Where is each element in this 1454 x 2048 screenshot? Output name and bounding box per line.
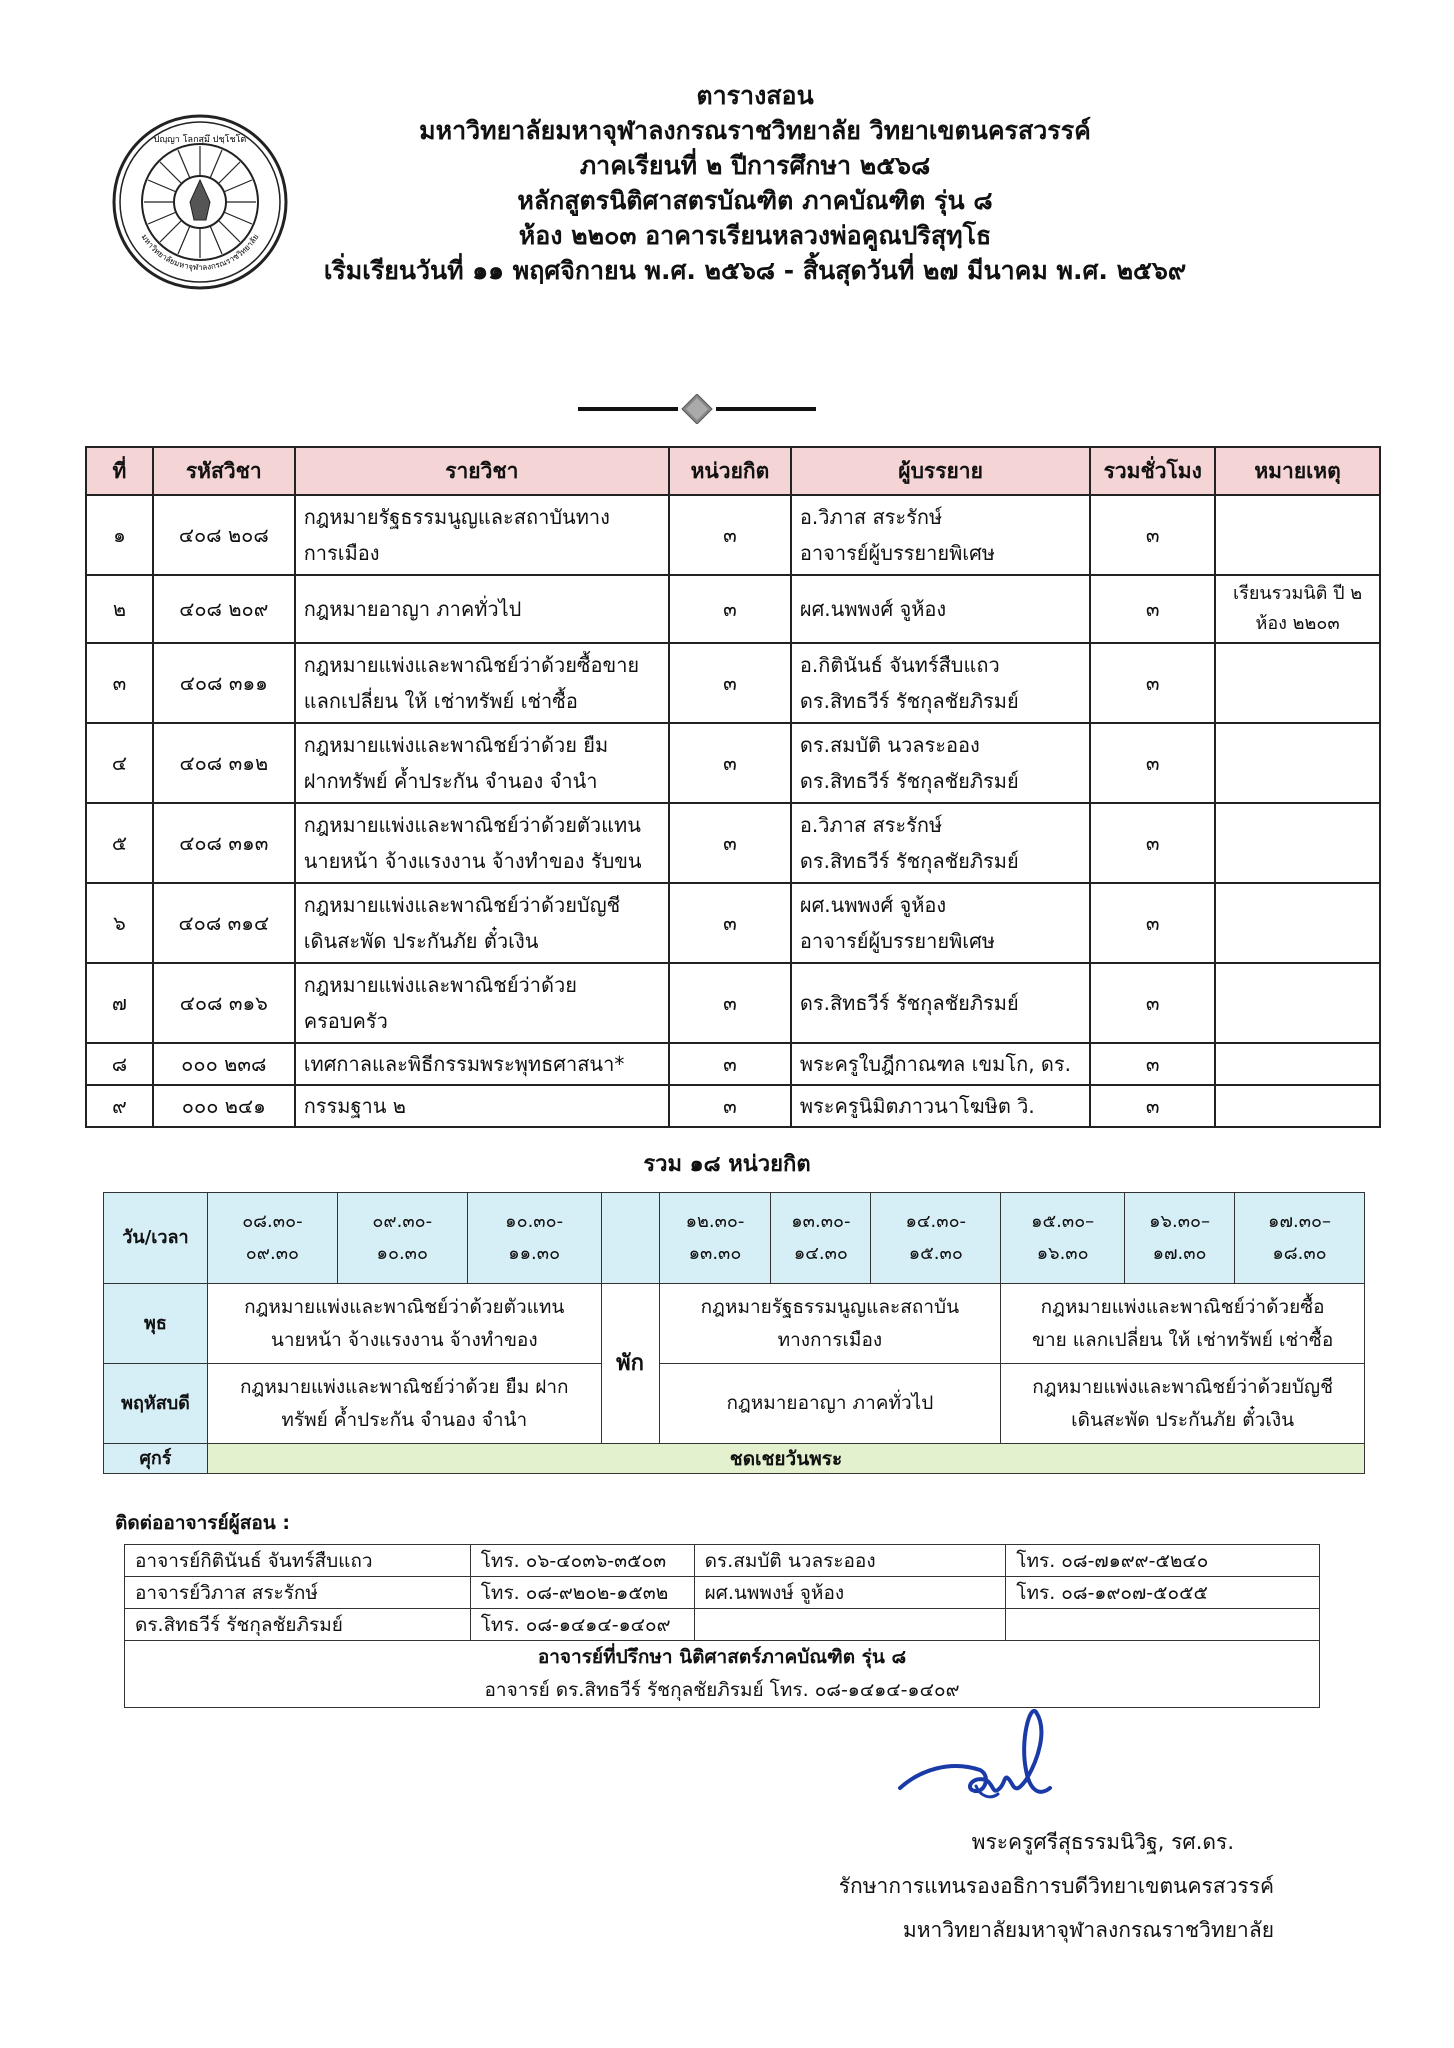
course-hours: ๓	[1090, 883, 1215, 963]
contact-name: ดร.สิทธวีร์ รัชกุลชัยภิรมย์	[125, 1609, 471, 1641]
seal-text-bottom: มหาวิทยาลัยมหาจุฬาลงกรณราชวิทยาลัย	[139, 232, 261, 273]
program-line: หลักสูตรนิติศาสตรบัณฑิต ภาคบัณฑิต รุ่น ๘	[517, 186, 993, 215]
table-row	[86, 1085, 1380, 1127]
table-row	[86, 1043, 1380, 1085]
class-block: ชดเชยวันพระ	[207, 1444, 1364, 1474]
time-slot: ๑๗.๓๐– ๑๘.๓๐	[1235, 1193, 1365, 1284]
course-credit: ๓	[669, 723, 791, 803]
table-row	[86, 963, 1380, 1043]
course-credit: ๓	[669, 643, 791, 723]
course-note	[1215, 963, 1380, 1043]
table-row	[86, 723, 1380, 803]
schedule-row-friday	[104, 1444, 1365, 1474]
contact-phone	[1006, 1609, 1320, 1641]
course-name: กฎหมายแพ่งและพาณิชย์ว่าด้วย ยืม ฝากทรัพย์ ค้ำประกัน จำนอง จำนำ	[295, 723, 669, 803]
course-lecturer: ผศ.นพพงศ์ จูห้อง	[791, 575, 1090, 643]
day-label: พุธ	[104, 1284, 208, 1364]
course-name: กฎหมายรัฐธรรมนูญและสถาบันทาง การเมือง	[295, 495, 669, 575]
course-credit: ๓	[669, 575, 791, 643]
course-lecturer: ดร.สมบัติ นวลระออง ดร.สิทธวีร์ รัชกุลชัยภิรมย์	[791, 723, 1090, 803]
course-credit: ๓	[669, 1043, 791, 1085]
class-block: กฎหมายแพ่งและพาณิชย์ว่าด้วยซื้อ ขาย แลกเปลี่ยน ให้ เช่าทรัพย์ เช่าซื้อ	[1001, 1284, 1365, 1364]
class-block: กฎหมายแพ่งและพาณิชย์ว่าด้วยบัญชี เดินสะพัด ประกันภัย ตั๋วเงิน	[1001, 1364, 1365, 1444]
course-no: ๑	[86, 495, 153, 575]
course-hours: ๓	[1090, 723, 1215, 803]
course-code: ๔๐๘ ๓๑๒	[153, 723, 295, 803]
document-header	[230, 78, 1280, 288]
course-name: กรรมฐาน ๒	[295, 1085, 669, 1127]
course-note	[1215, 495, 1380, 575]
contact-name: ผศ.นพพงษ์ จูห้อง	[694, 1577, 1006, 1609]
header-divider	[578, 394, 816, 424]
course-note	[1215, 803, 1380, 883]
table-row	[125, 1609, 1320, 1641]
course-note: เรียนรวมนิติ ปี ๒ ห้อง ๒๒๐๓	[1215, 575, 1380, 643]
contact-name	[694, 1609, 1006, 1641]
corner-label: วัน/เวลา	[104, 1193, 208, 1284]
col-hours: รวมชั่วโมง	[1090, 447, 1215, 495]
course-credit: ๓	[669, 963, 791, 1043]
contact-name: อาจารย์กิตินันธ์ จันทร์สืบแถว	[125, 1545, 471, 1577]
contact-phone: โทร. ๐๘-๑๙๐๗-๕๐๕๕	[1006, 1577, 1320, 1609]
advisor-row	[125, 1641, 1320, 1708]
course-code: ๐๐๐ ๒๓๘	[153, 1043, 295, 1085]
university-name: มหาวิทยาลัยมหาจุฬาลงกรณราชวิทยาลัย วิทยาเขตนครสวรรค์	[419, 116, 1091, 145]
course-lecturer: ผศ.นพพงศ์ จูห้อง อาจารย์ผู้บรรยายพิเศษ	[791, 883, 1090, 963]
course-credit: ๓	[669, 495, 791, 575]
advisor-info: อาจารย์ ดร.สิทธวีร์ รัชกุลชัยภิรมย์ โทร. ๐๘-๑๔๑๔-๑๔๐๙	[484, 1679, 960, 1701]
advisor-title: อาจารย์ที่ปรึกษา นิติศาสตร์ภาคบัณฑิต รุ่น ๘	[537, 1646, 907, 1668]
course-hours: ๓	[1090, 495, 1215, 575]
time-slot-break	[601, 1193, 659, 1284]
contact-name: อาจารย์วิภาส สระรักษ์	[125, 1577, 471, 1609]
class-block: กฎหมายอาญา ภาคทั่วไป	[659, 1364, 1001, 1444]
course-no: ๘	[86, 1043, 153, 1085]
day-label: ศุกร์	[104, 1444, 208, 1474]
course-no: ๙	[86, 1085, 153, 1127]
col-name: รายวิชา	[295, 447, 669, 495]
class-block: กฎหมายแพ่งและพาณิชย์ว่าด้วย ยืม ฝาก ทรัพย์ ค้ำประกัน จำนอง จำนำ	[207, 1364, 601, 1444]
col-code: รหัสวิชา	[153, 447, 295, 495]
contacts-table	[124, 1544, 1320, 1708]
course-name: กฎหมายแพ่งและพาณิชย์ว่าด้วย ครอบครัว	[295, 963, 669, 1043]
time-slot: ๑๓.๓๐- ๑๔.๓๐	[771, 1193, 871, 1284]
table-row	[86, 803, 1380, 883]
course-code: ๔๐๘ ๓๑๔	[153, 883, 295, 963]
course-credit: ๓	[669, 803, 791, 883]
course-name: เทศกาลและพิธีกรรมพระพุทธศาสนา*	[295, 1043, 669, 1085]
signer-position: รักษาการแทนรองอธิการบดีวิทยาเขตนครสวรรค์	[838, 1874, 1274, 1898]
table-row	[86, 575, 1380, 643]
course-credit: ๓	[669, 883, 791, 963]
semester-line: ภาคเรียนที่ ๒ ปีการศึกษา ๒๕๖๘	[579, 151, 931, 180]
time-slot: ๑๖.๓๐– ๑๗.๓๐	[1125, 1193, 1235, 1284]
time-slot: ๐๙.๓๐- ๑๐.๓๐	[337, 1193, 467, 1284]
course-name: กฎหมายอาญา ภาคทั่วไป	[295, 575, 669, 643]
course-hours: ๓	[1090, 1043, 1215, 1085]
course-no: ๕	[86, 803, 153, 883]
course-hours: ๓	[1090, 803, 1215, 883]
course-code: ๔๐๘ ๒๐๘	[153, 495, 295, 575]
course-table-header	[86, 447, 1380, 495]
table-row	[86, 643, 1380, 723]
course-note	[1215, 643, 1380, 723]
room-line: ห้อง ๒๒๐๓ อาคารเรียนหลวงพ่อคูณปริสุทฺโธ	[518, 221, 992, 250]
weekly-schedule	[103, 1192, 1365, 1474]
course-note	[1215, 883, 1380, 963]
course-lecturer: อ.กิตินันธ์ จันทร์สืบแถว ดร.สิทธวีร์ รัชกุลชัยภิรมย์	[791, 643, 1090, 723]
time-slot: ๐๘.๓๐- ๐๙.๓๐	[207, 1193, 337, 1284]
schedule-row-thursday	[104, 1364, 1365, 1444]
time-slot: ๑๕.๓๐– ๑๖.๓๐	[1001, 1193, 1125, 1284]
table-row	[86, 883, 1380, 963]
table-row	[86, 495, 1380, 575]
course-hours: ๓	[1090, 963, 1215, 1043]
contact-phone: โทร. ๐๘-๑๔๑๔-๑๔๐๙	[470, 1609, 694, 1641]
time-slot: ๑๔.๓๐- ๑๕.๓๐	[871, 1193, 1001, 1284]
course-no: ๗	[86, 963, 153, 1043]
contact-phone: โทร. ๐๘-๗๑๙๙-๕๒๔๐	[1006, 1545, 1320, 1577]
course-name: กฎหมายแพ่งและพาณิชย์ว่าด้วยซื้อขาย แลกเปลี่ยน ให้ เช่าทรัพย์ เช่าซื้อ	[295, 643, 669, 723]
day-label: พฤหัสบดี	[104, 1364, 208, 1444]
course-lecturer: พระครูใบฎีกาณฑล เขมโก, ดร.	[791, 1043, 1090, 1085]
course-hours: ๓	[1090, 643, 1215, 723]
schedule-time-header	[104, 1193, 1365, 1284]
signature-icon	[880, 1700, 1080, 1820]
course-name: กฎหมายแพ่งและพาณิชย์ว่าด้วยตัวแทน นายหน้า จ้างแรงงาน จ้างทำของ รับขน	[295, 803, 669, 883]
col-note: หมายเหตุ	[1215, 447, 1380, 495]
table-row	[125, 1545, 1320, 1577]
course-note	[1215, 1085, 1380, 1127]
time-slot: ๑๐.๓๐- ๑๑.๓๐	[467, 1193, 601, 1284]
course-lecturer: พระครูนิมิตภาวนาโฆษิต วิ.	[791, 1085, 1090, 1127]
col-credit: หน่วยกิต	[669, 447, 791, 495]
course-code: ๔๐๘ ๓๑๑	[153, 643, 295, 723]
course-no: ๒	[86, 575, 153, 643]
col-no: ที่	[86, 447, 153, 495]
course-note	[1215, 1043, 1380, 1085]
class-block: กฎหมายแพ่งและพาณิชย์ว่าด้วยตัวแทน นายหน้า จ้างแรงงาน จ้างทำของ	[207, 1284, 601, 1364]
class-block: กฎหมายรัฐธรรมนูญและสถาบัน ทางการเมือง	[659, 1284, 1001, 1364]
signer-block	[839, 1820, 1274, 1952]
course-hours: ๓	[1090, 1085, 1215, 1127]
signer-org: มหาวิทยาลัยมหาจุฬาลงกรณราชวิทยาลัย	[902, 1918, 1274, 1942]
schedule-row-wednesday	[104, 1284, 1365, 1364]
break-label: พัก	[601, 1284, 659, 1444]
course-code: ๔๐๘ ๓๑๓	[153, 803, 295, 883]
course-credit: ๓	[669, 1085, 791, 1127]
course-lecturer: อ.วิภาส สระรักษ์ ดร.สิทธวีร์ รัชกุลชัยภิรมย์	[791, 803, 1090, 883]
course-code: ๐๐๐ ๒๔๑	[153, 1085, 295, 1127]
course-no: ๓	[86, 643, 153, 723]
table-row	[125, 1577, 1320, 1609]
course-lecturer: อ.วิภาส สระรักษ์ อาจารย์ผู้บรรยายพิเศษ	[791, 495, 1090, 575]
seal-text-top: ปญฺญา โลกสฺมึ ปชฺโชโต	[153, 135, 247, 145]
time-slot: ๑๒.๓๐- ๑๓.๓๐	[659, 1193, 771, 1284]
advisor-cell	[125, 1641, 1320, 1708]
total-credits: รวม ๑๘ หน่วยกิต	[643, 1152, 811, 1177]
course-code: ๔๐๘ ๓๑๖	[153, 963, 295, 1043]
course-name: กฎหมายแพ่งและพาณิชย์ว่าด้วยบัญชี เดินสะพัด ประกันภัย ตั๋วเงิน	[295, 883, 669, 963]
course-lecturer: ดร.สิทธวีร์ รัชกุลชัยภิรมย์	[791, 963, 1090, 1043]
contact-name: ดร.สมบัติ นวลระออง	[694, 1545, 1006, 1577]
contact-phone: โทร. ๐๖-๔๐๓๖-๓๕๐๓	[470, 1545, 694, 1577]
course-no: ๖	[86, 883, 153, 963]
course-code: ๔๐๘ ๒๐๙	[153, 575, 295, 643]
contact-phone: โทร. ๐๘-๙๒๐๒-๑๕๓๒	[470, 1577, 694, 1609]
signer-name: พระครูศรีสุธรรมนิวิฐ, รศ.ดร.	[971, 1830, 1234, 1854]
course-no: ๔	[86, 723, 153, 803]
dates-line: เริ่มเรียนวันที่ ๑๑ พฤศจิกายน พ.ศ. ๒๕๖๘ - สิ้นสุดวันที่ ๒๗ มีนาคม พ.ศ. ๒๕๖๙	[323, 256, 1187, 285]
course-hours: ๓	[1090, 575, 1215, 643]
course-note	[1215, 723, 1380, 803]
document-title: ตารางสอน	[696, 81, 814, 110]
course-table	[85, 446, 1381, 1128]
col-lecturer: ผู้บรรยาย	[791, 447, 1090, 495]
contacts-title: ติดต่ออาจารย์ผู้สอน :	[115, 1512, 290, 1534]
